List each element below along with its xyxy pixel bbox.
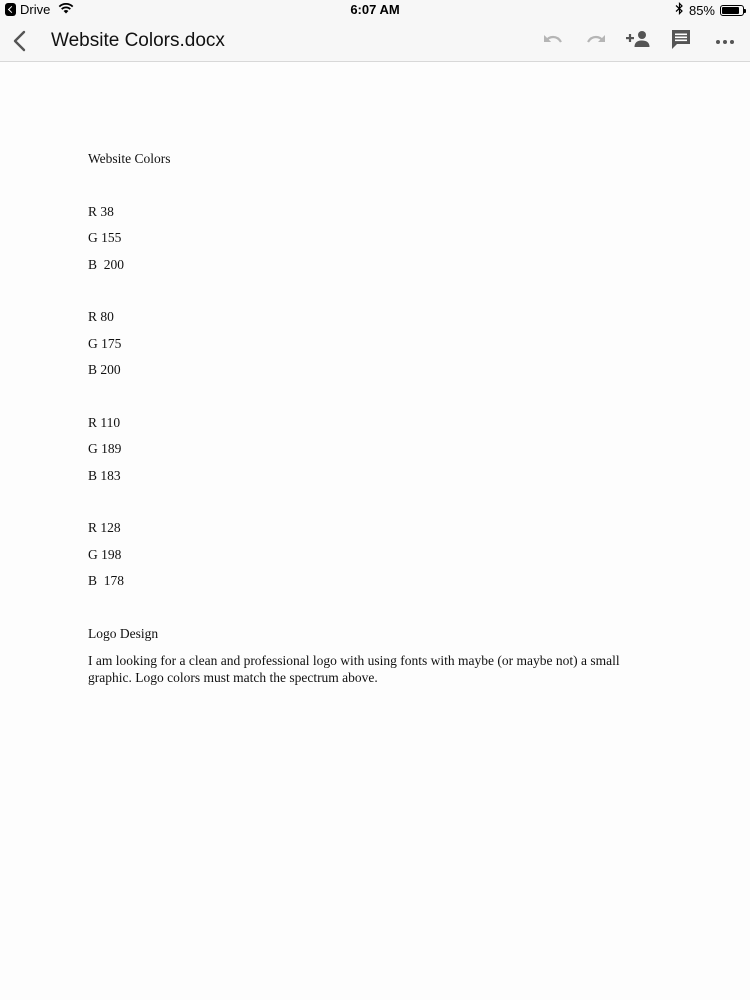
back-button[interactable] [8, 28, 32, 54]
comment-icon [670, 28, 692, 55]
color-2-r: R 80 [88, 309, 114, 324]
document-page[interactable] [0, 63, 750, 1000]
redo-button[interactable] [583, 29, 609, 53]
logo-heading: Logo Design [88, 626, 159, 641]
more-icon [715, 32, 735, 50]
redo-icon [584, 30, 608, 53]
color-2-g: G 175 [88, 336, 122, 351]
undo-button[interactable] [540, 29, 566, 53]
document-title: Website Colors.docx [51, 30, 225, 51]
share-button[interactable] [625, 29, 651, 53]
more-options-button[interactable] [712, 29, 738, 53]
color-4-r: R 128 [88, 520, 121, 535]
doc-heading: Website Colors [88, 151, 171, 166]
color-3-r: R 110 [88, 415, 121, 430]
color-3-b: B 183 [88, 468, 121, 483]
add-person-icon [625, 30, 651, 53]
color-1-b: B 200 [88, 257, 125, 272]
status-time: 6:07 AM [350, 2, 400, 17]
bluetooth-icon [675, 2, 684, 18]
color-4-b: B 178 [88, 573, 125, 588]
color-1-g: G 155 [88, 230, 122, 245]
color-1-r: R 38 [88, 204, 114, 219]
status-bar [0, 0, 750, 20]
comments-button[interactable] [668, 29, 694, 53]
undo-icon [541, 30, 565, 53]
logo-description: I am looking for a clean and professional logo with using fonts with maybe (or maybe not) a small graphic. Logo colors must match the spectrum above. [88, 653, 620, 685]
battery-percent: 85% [688, 2, 715, 18]
color-3-g: G 189 [88, 441, 122, 456]
back-app-label: Drive [20, 2, 51, 17]
battery-icon [720, 5, 744, 16]
color-2-b: B 200 [88, 362, 121, 377]
app-bar [0, 20, 750, 62]
back-chevron-icon [8, 41, 32, 58]
color-4-g: G 198 [88, 547, 122, 562]
